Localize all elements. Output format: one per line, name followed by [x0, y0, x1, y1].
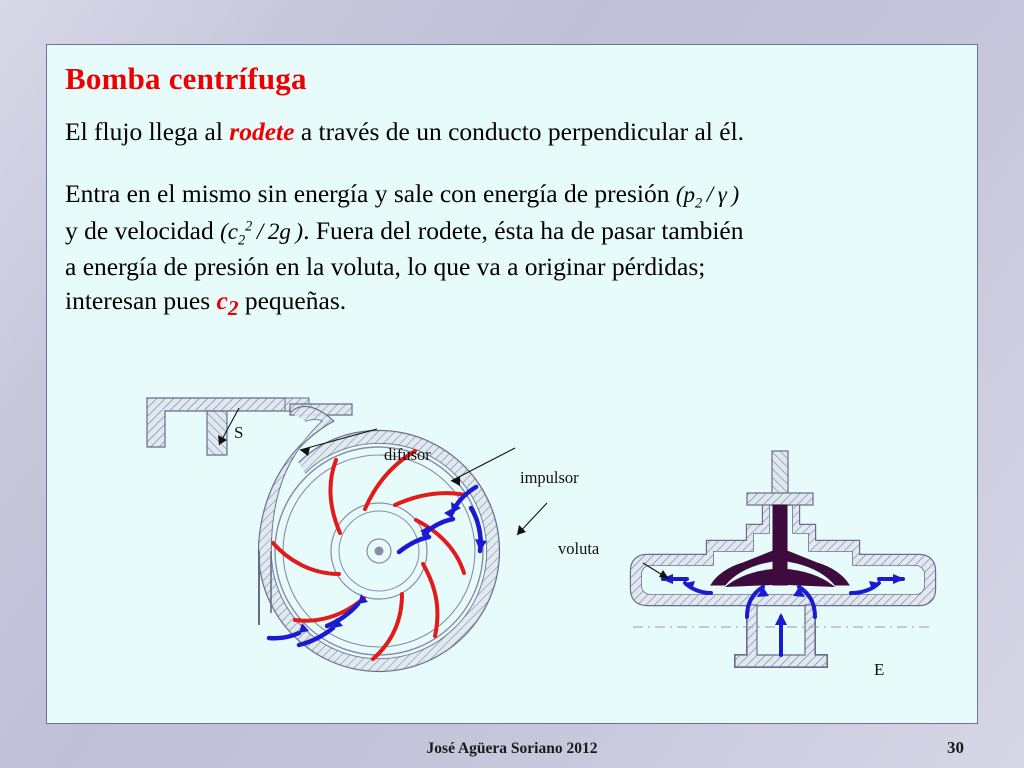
paragraph-1-after: a través de un conducto perpendicular al él. — [294, 117, 745, 146]
label-impeller: impulsor — [520, 468, 579, 487]
paragraph-2-line4-emphasis: $c_2$ — [216, 286, 239, 321]
label-diffuser: difusor — [384, 445, 431, 464]
paragraph-2-line2-after: . Fuera del rodete, ésta ha de pasar también — [303, 215, 744, 245]
paragraph-1 — [65, 115, 970, 149]
paragraph-2-line4-before: interesan pues — [65, 286, 217, 316]
paragraph-2-line3: a energía de presión en la voluta, lo que va a originar pérdidas; — [65, 252, 706, 282]
paragraph-2-line1: Entra en el mismo sin energía y sale con energía de presión — [65, 179, 676, 208]
paragraph-1-before: El flujo llega al — [65, 117, 230, 146]
paragraph-2-line2-before: y de velocidad — [65, 215, 221, 245]
volute-pointer — [517, 503, 547, 535]
pump-figure — [47, 355, 979, 685]
page-title: Bomba centrífuga — [65, 61, 307, 96]
paragraph-2 — [65, 177, 970, 322]
footer-author: José Agüera Soriano 2012 — [426, 740, 598, 757]
label-suction: S — [234, 423, 244, 442]
label-inlet: E — [874, 660, 885, 679]
paragraph-2-line4-after: pequeñas. — [238, 286, 347, 316]
pump-diagram-svg — [47, 355, 979, 685]
footer-page-number: 30 — [947, 738, 964, 757]
formula-pressure-energy: ($p_2$ / γ ) — [675, 182, 740, 212]
flow-arrow-heads — [299, 502, 487, 633]
formula-velocity-energy: ($c_2^2 / 2g$ ) — [220, 217, 304, 249]
label-volute: voluta — [558, 539, 600, 558]
volute-plan-view — [147, 398, 547, 671]
paragraph-1-emphasis: rodete — [229, 117, 295, 146]
pump-section-view — [631, 451, 935, 667]
slide — [46, 44, 978, 724]
